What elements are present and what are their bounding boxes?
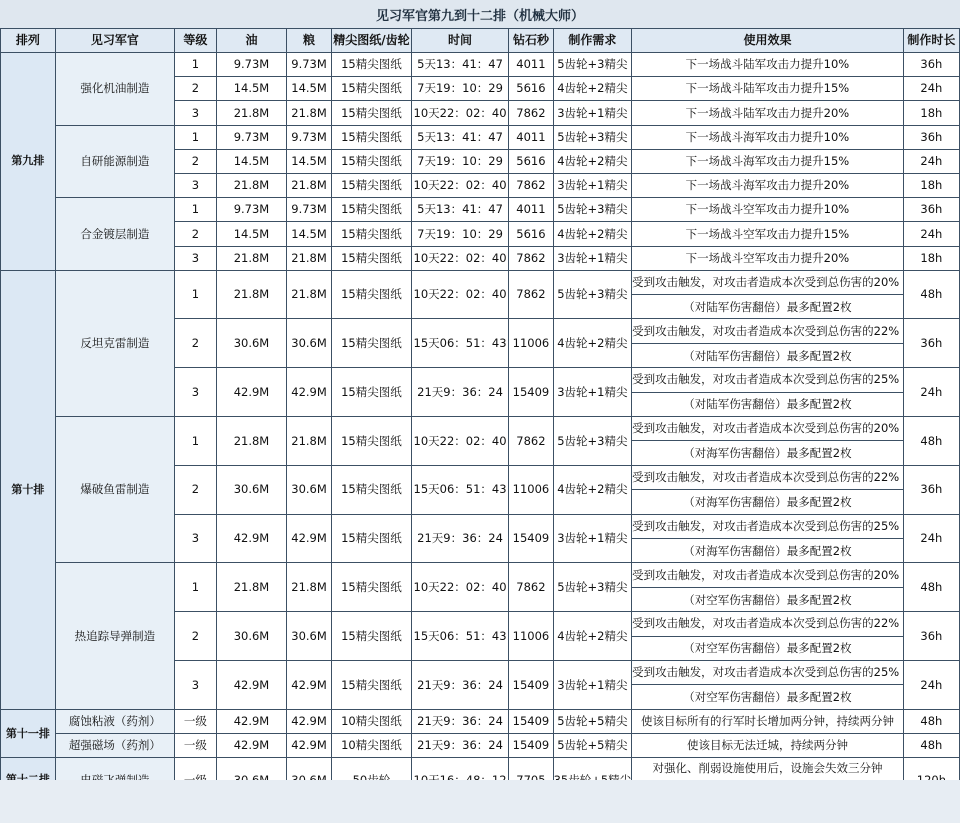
plan-cell: 15精尖图纸: [332, 173, 412, 197]
requirement-cell: 4齿轮+2精尖: [553, 465, 632, 514]
time-cell: 21天9：36：24: [411, 734, 509, 758]
plan-cell: 15精尖图纸: [332, 661, 412, 710]
oil-cell: 9.73M: [216, 53, 286, 77]
food-cell: 14.5M: [287, 77, 332, 101]
gem-cell: 15409: [509, 514, 553, 563]
page-title: 见习军官第九到十二排（机械大师）: [375, 8, 584, 24]
effect-cell: 下一场战斗陆军攻击力提升15%: [632, 77, 904, 101]
gem-cell: 5616: [509, 77, 553, 101]
oil-cell: 30.6M: [216, 465, 286, 514]
duration-cell: 48h: [903, 270, 959, 319]
oil-cell: 30.6M: [216, 319, 286, 368]
level-cell: 2: [174, 465, 216, 514]
duration-cell: 36h: [903, 53, 959, 77]
plan-cell: 15精尖图纸: [332, 125, 412, 149]
oil-cell: 21.8M: [216, 246, 286, 270]
food-cell: 30.6M: [287, 612, 332, 661]
header-cell: 排列: [1, 29, 56, 53]
requirement-cell: 5齿轮+3精尖: [553, 198, 632, 222]
oil-cell: 21.8M: [216, 101, 286, 125]
time-cell: 7天19：10：29: [411, 77, 509, 101]
gem-cell: 11006: [509, 612, 553, 661]
food-cell: 30.6M: [287, 319, 332, 368]
effect-cell: 下一场战斗海军攻击力提升10%: [632, 125, 904, 149]
effect-line-2: （对空军伤害翻倍）最多配置2枚: [683, 592, 852, 607]
level-cell: 2: [174, 222, 216, 246]
duration-cell: 24h: [903, 514, 959, 563]
time-cell: 21天9：36：24: [411, 514, 509, 563]
plan-cell: 15精尖图纸: [332, 222, 412, 246]
table-row: [1, 125, 960, 149]
effect-line-1: 受到攻击触发，对攻击者造成本次受到总伤害的22%: [632, 612, 903, 637]
effect-line-1: 受到攻击触发，对攻击者造成本次受到总伤害的22%: [632, 319, 903, 344]
effect-cell: [632, 514, 904, 563]
officer-name: 超强磁场（药剂）: [55, 734, 174, 758]
food-cell: 21.8M: [287, 246, 332, 270]
food-cell: 42.9M: [287, 734, 332, 758]
gem-cell: 4011: [509, 198, 553, 222]
food-cell: 42.9M: [287, 661, 332, 710]
plan-cell: 15精尖图纸: [332, 198, 412, 222]
duration-cell: 36h: [903, 198, 959, 222]
food-cell: 30.6M: [287, 465, 332, 514]
duration-cell: 24h: [903, 149, 959, 173]
plan-cell: 15精尖图纸: [332, 563, 412, 612]
level-cell: 1: [174, 125, 216, 149]
effect-cell: 下一场战斗空军攻击力提升10%: [632, 198, 904, 222]
time-cell: 21天9：36：24: [411, 368, 509, 417]
oil-cell: 9.73M: [216, 198, 286, 222]
oil-cell: 42.9M: [216, 514, 286, 563]
time-cell: 7天19：10：29: [411, 149, 509, 173]
gem-cell: 5616: [509, 149, 553, 173]
effect-cell: 使该目标无法迁城，持续两分钟: [632, 734, 904, 758]
gem-cell: 7862: [509, 173, 553, 197]
effect-line-1: 受到攻击触发，对攻击者造成本次受到总伤害的22%: [632, 465, 903, 490]
duration-cell: 24h: [903, 222, 959, 246]
plan-cell: 15精尖图纸: [332, 149, 412, 173]
effect-line-2: （对空军伤害翻倍）最多配置2枚: [683, 641, 852, 656]
effect-line-2: （对陆军伤害翻倍）最多配置2枚: [683, 348, 852, 363]
effect-line-1: 受到攻击触发，对攻击者造成本次受到总伤害的25%: [632, 514, 903, 539]
level-cell: 3: [174, 101, 216, 125]
duration-cell: 36h: [903, 465, 959, 514]
time-cell: 5天13：41：47: [411, 53, 509, 77]
officer-name: 爆破鱼雷制造: [55, 417, 174, 563]
time-cell: 5天13：41：47: [411, 125, 509, 149]
level-cell: 1: [174, 270, 216, 319]
plan-cell: 15精尖图纸: [332, 101, 412, 125]
header-cell: 制作需求: [553, 29, 632, 53]
oil-cell: 14.5M: [216, 222, 286, 246]
effect-cell: 下一场战斗空军攻击力提升15%: [632, 222, 904, 246]
duration-cell: 36h: [903, 125, 959, 149]
effect-line-2: （对空军伤害翻倍）最多配置2枚: [683, 690, 852, 705]
gem-cell: 15409: [509, 368, 553, 417]
effect-cell: 下一场战斗海军攻击力提升15%: [632, 149, 904, 173]
level-cell: 一级: [174, 709, 216, 733]
food-cell: 9.73M: [287, 53, 332, 77]
effect-line-2: （对海军伤害翻倍）最多配置2枚: [683, 543, 852, 558]
table-row: [1, 417, 960, 466]
gem-cell: 15409: [509, 709, 553, 733]
effect-cell: [632, 563, 904, 612]
gem-cell: 4011: [509, 53, 553, 77]
officer-name: 自研能源制造: [55, 125, 174, 198]
level-cell: 2: [174, 77, 216, 101]
table-body: [1, 53, 960, 803]
oil-cell: 21.8M: [216, 563, 286, 612]
oil-cell: 42.9M: [216, 734, 286, 758]
time-cell: 10天22：02：40: [411, 101, 509, 125]
plan-cell: 10精尖图纸: [332, 709, 412, 733]
requirement-cell: 3齿轮+1精尖: [553, 173, 632, 197]
time-cell: 15天06：51：43: [411, 612, 509, 661]
gem-cell: 15409: [509, 734, 553, 758]
effect-cell: [632, 368, 904, 417]
time-cell: 10天22：02：40: [411, 563, 509, 612]
level-cell: 一级: [174, 734, 216, 758]
duration-cell: 24h: [903, 77, 959, 101]
effect-cell: [632, 270, 904, 319]
requirement-cell: 3齿轮+1精尖: [553, 246, 632, 270]
duration-cell: 36h: [903, 319, 959, 368]
header-cell: 见习军官: [55, 29, 174, 53]
effect-cell: 下一场战斗空军攻击力提升20%: [632, 246, 904, 270]
level-cell: 3: [174, 514, 216, 563]
level-cell: 2: [174, 149, 216, 173]
food-cell: 42.9M: [287, 368, 332, 417]
effect-line-2: （对陆军伤害翻倍）最多配置2枚: [683, 397, 852, 412]
food-cell: 14.5M: [287, 149, 332, 173]
gem-cell: 15409: [509, 661, 553, 710]
table-row: [1, 709, 960, 733]
gem-cell: 7862: [509, 270, 553, 319]
effect-cell: 下一场战斗陆军攻击力提升20%: [632, 101, 904, 125]
effect-cell: 下一场战斗海军攻击力提升20%: [632, 173, 904, 197]
level-cell: 3: [174, 368, 216, 417]
level-cell: 3: [174, 246, 216, 270]
level-cell: 1: [174, 417, 216, 466]
effect-cell: [632, 319, 904, 368]
time-cell: 10天22：02：40: [411, 246, 509, 270]
effect-cell: 使该目标所有的行军时长增加两分钟，持续两分钟: [632, 709, 904, 733]
table-row: [1, 734, 960, 758]
title-bar: [0, 0, 960, 28]
effect-line-1: 受到攻击触发，对攻击者造成本次受到总伤害的20%: [632, 417, 903, 442]
gem-cell: 5616: [509, 222, 553, 246]
gem-cell: 7862: [509, 246, 553, 270]
officer-name: 热追踪导弹制造: [55, 563, 174, 709]
level-cell: 1: [174, 198, 216, 222]
header-cell: 使用效果: [632, 29, 904, 53]
plan-cell: 15精尖图纸: [332, 77, 412, 101]
oil-cell: 42.9M: [216, 368, 286, 417]
duration-cell: 24h: [903, 661, 959, 710]
header-cell: 钻石秒: [509, 29, 553, 53]
header-cell: 粮: [287, 29, 332, 53]
requirement-cell: 5齿轮+3精尖: [553, 563, 632, 612]
effect-line-2: （对海军伤害翻倍）最多配置2枚: [683, 494, 852, 509]
time-cell: 15天06：51：43: [411, 319, 509, 368]
header-cell: 时间: [411, 29, 509, 53]
time-cell: 21天9：36：24: [411, 661, 509, 710]
plan-cell: 15精尖图纸: [332, 319, 412, 368]
food-cell: 9.73M: [287, 198, 332, 222]
header-cell: 油: [216, 29, 286, 53]
table-row: [1, 198, 960, 222]
requirement-cell: 5齿轮+3精尖: [553, 417, 632, 466]
food-cell: 42.9M: [287, 514, 332, 563]
requirement-cell: 4齿轮+2精尖: [553, 222, 632, 246]
food-cell: 9.73M: [287, 125, 332, 149]
time-cell: 10天22：02：40: [411, 270, 509, 319]
oil-cell: 21.8M: [216, 173, 286, 197]
oil-cell: 42.9M: [216, 661, 286, 710]
effect-cell: 下一场战斗陆军攻击力提升10%: [632, 53, 904, 77]
requirement-cell: 5齿轮+5精尖: [553, 709, 632, 733]
gem-cell: 7862: [509, 101, 553, 125]
oil-cell: 14.5M: [216, 77, 286, 101]
requirement-cell: 5齿轮+3精尖: [553, 125, 632, 149]
gem-cell: 7862: [509, 417, 553, 466]
gem-cell: 7862: [509, 563, 553, 612]
duration-cell: 24h: [903, 368, 959, 417]
officer-name: 强化机油制造: [55, 53, 174, 126]
level-cell: 1: [174, 563, 216, 612]
effect-cell: [632, 612, 904, 661]
section-label: 第九排: [1, 53, 56, 271]
officer-name: 腐蚀粘液（药剂）: [55, 709, 174, 733]
section-label: 第十一排: [1, 709, 56, 757]
time-cell: 15天06：51：43: [411, 465, 509, 514]
duration-cell: 36h: [903, 612, 959, 661]
time-cell: 10天22：02：40: [411, 173, 509, 197]
plan-cell: 15精尖图纸: [332, 465, 412, 514]
food-cell: 21.8M: [287, 101, 332, 125]
food-cell: 14.5M: [287, 222, 332, 246]
effect-line-1: 受到攻击触发，对攻击者造成本次受到总伤害的25%: [632, 661, 903, 686]
header-cell: 精尖图纸/齿轮: [332, 29, 412, 53]
duration-cell: 48h: [903, 734, 959, 758]
oil-cell: 30.6M: [216, 612, 286, 661]
header-row: [1, 29, 960, 53]
duration-cell: 48h: [903, 709, 959, 733]
oil-cell: 9.73M: [216, 125, 286, 149]
requirement-cell: 4齿轮+2精尖: [553, 149, 632, 173]
time-cell: 10天22：02：40: [411, 417, 509, 466]
level-cell: 3: [174, 661, 216, 710]
level-cell: 1: [174, 53, 216, 77]
food-cell: 21.8M: [287, 563, 332, 612]
duration-cell: 18h: [903, 246, 959, 270]
requirement-cell: 4齿轮+2精尖: [553, 319, 632, 368]
header-cell: 制作时长: [903, 29, 959, 53]
food-cell: 21.8M: [287, 270, 332, 319]
requirement-cell: 3齿轮+1精尖: [553, 514, 632, 563]
level-cell: 3: [174, 173, 216, 197]
oil-cell: 14.5M: [216, 149, 286, 173]
officer-name: 合金镀层制造: [55, 198, 174, 271]
oil-cell: 42.9M: [216, 709, 286, 733]
food-cell: 42.9M: [287, 709, 332, 733]
gem-cell: 11006: [509, 465, 553, 514]
duration-cell: 48h: [903, 417, 959, 466]
requirement-cell: 3齿轮+1精尖: [553, 661, 632, 710]
officer-name: 反坦克雷制造: [55, 270, 174, 416]
requirement-cell: 5齿轮+5精尖: [553, 734, 632, 758]
time-cell: 21天9：36：24: [411, 709, 509, 733]
level-cell: 2: [174, 612, 216, 661]
header-cell: 等级: [174, 29, 216, 53]
effect-line-1: 受到攻击触发，对攻击者造成本次受到总伤害的25%: [632, 368, 903, 393]
food-cell: 21.8M: [287, 417, 332, 466]
plan-cell: 15精尖图纸: [332, 246, 412, 270]
duration-cell: 18h: [903, 101, 959, 125]
plan-cell: 15精尖图纸: [332, 514, 412, 563]
officer-table: [0, 28, 960, 803]
requirement-cell: 5齿轮+3精尖: [553, 53, 632, 77]
gem-cell: 11006: [509, 319, 553, 368]
requirement-cell: 3齿轮+1精尖: [553, 368, 632, 417]
oil-cell: 21.8M: [216, 270, 286, 319]
requirement-cell: 4齿轮+2精尖: [553, 77, 632, 101]
bottom-band: [0, 780, 960, 823]
duration-cell: 18h: [903, 173, 959, 197]
time-cell: 7天19：10：29: [411, 222, 509, 246]
plan-cell: 15精尖图纸: [332, 53, 412, 77]
table-row: [1, 53, 960, 77]
effect-line-1: 受到攻击触发，对攻击者造成本次受到总伤害的20%: [632, 563, 903, 588]
requirement-cell: 4齿轮+2精尖: [553, 612, 632, 661]
section-label: 第十排: [1, 270, 56, 709]
food-cell: 21.8M: [287, 173, 332, 197]
gem-cell: 4011: [509, 125, 553, 149]
plan-cell: 15精尖图纸: [332, 270, 412, 319]
effect-line-1: 对强化、削弱设施使用后，设施会失效三分钟: [632, 758, 903, 781]
level-cell: 2: [174, 319, 216, 368]
table-row: [1, 270, 960, 319]
effect-cell: [632, 465, 904, 514]
effect-cell: [632, 417, 904, 466]
effect-cell: [632, 661, 904, 710]
plan-cell: 15精尖图纸: [332, 368, 412, 417]
plan-cell: 15精尖图纸: [332, 612, 412, 661]
time-cell: 5天13：41：47: [411, 198, 509, 222]
requirement-cell: 5齿轮+3精尖: [553, 270, 632, 319]
effect-line-2: （对陆军伤害翻倍）最多配置2枚: [683, 299, 852, 314]
oil-cell: 21.8M: [216, 417, 286, 466]
effect-line-2: （对海军伤害翻倍）最多配置2枚: [683, 446, 852, 461]
effect-line-1: 受到攻击触发，对攻击者造成本次受到总伤害的20%: [632, 270, 903, 295]
plan-cell: 10精尖图纸: [332, 734, 412, 758]
table-row: [1, 563, 960, 612]
duration-cell: 48h: [903, 563, 959, 612]
plan-cell: 15精尖图纸: [332, 417, 412, 466]
requirement-cell: 3齿轮+1精尖: [553, 101, 632, 125]
